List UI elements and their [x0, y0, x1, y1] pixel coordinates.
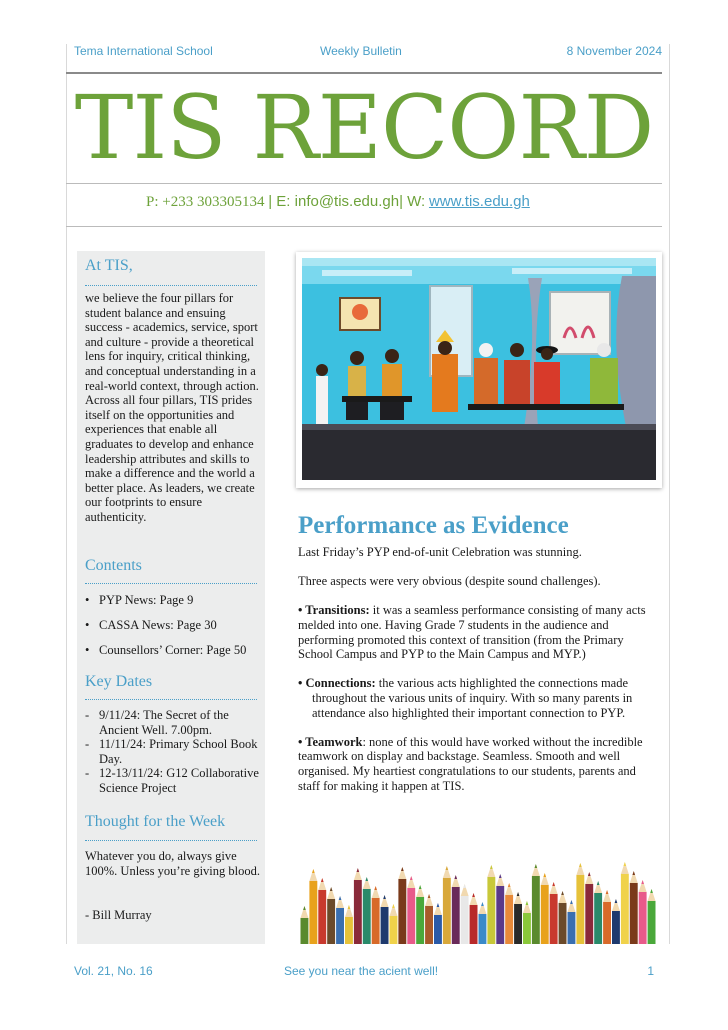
- connections-paragraph: [298, 676, 656, 720]
- header-rule: [66, 72, 662, 74]
- teamwork-text: : none of this would have worked without the incredible teamwork on display and backstage. Seamless. Smooth and well organised. My heartiest congratulations to our students, parents and staff for making it happen at TIS.: [298, 734, 643, 793]
- about-heading: At TIS,: [85, 257, 133, 274]
- thought-text: Whatever you do, always give 100%. Unless you’re giving blood.: [85, 849, 260, 878]
- contents-list: [85, 593, 261, 658]
- contact-line: [146, 193, 646, 211]
- key-dates-heading: Key Dates: [85, 673, 153, 690]
- thought-author: - Bill Murray: [85, 908, 152, 922]
- masthead-rule-bottom: [66, 226, 662, 227]
- colored-pencils-illustration: [300, 852, 656, 944]
- about-text: we believe the four pillars for student balance and ensuing success - academics, service, sport and culture - provide a theoretical lens for inquiry, critical thinking, and conceptual understanding in a real-world context, through action. Across all four pillars, TIS prides itself on the opportunities and experiences that enable all graduates to develop and enhance leadership attributes and skills to make a difference and the world a better place. As leaders, we create our footprints to ensure authenticity.: [85, 291, 259, 524]
- photo-frame: [296, 252, 662, 488]
- footer-tagline: See you near the acient well!: [284, 964, 439, 978]
- key-dates-divider: [85, 699, 257, 700]
- key-date-item: - 9/11/24: The Secret of the Ancient Well. 7.00pm.: [85, 708, 261, 737]
- teamwork-label: • Teamwork: [298, 734, 363, 749]
- thought-divider: [85, 840, 257, 841]
- thought-heading: Thought for the Week: [85, 813, 226, 830]
- connections-text: the various acts highlighted the connections made throughout the various units of inquiry. With so many parents in attendance also highlighted their important connection to PYP.: [312, 676, 633, 720]
- connections-label: • Connections:: [298, 676, 376, 691]
- about-divider: [85, 285, 257, 286]
- contact-email: | E: info@tis.edu.gh| W:: [268, 193, 426, 210]
- key-date-item: - 11/11/24: Primary School Book Day.: [85, 737, 261, 766]
- article-intro-2: Three aspects were very obvious (despite sound challenges).: [298, 574, 601, 589]
- sidebar: [77, 251, 265, 944]
- page-border-right: [669, 44, 670, 944]
- article-body: [298, 545, 656, 793]
- contents-heading: Contents: [85, 557, 142, 574]
- teamwork-paragraph: [298, 735, 656, 793]
- school-name: Tema International School: [74, 44, 213, 58]
- top-bar: [74, 44, 662, 62]
- contents-item[interactable]: • Counsellors’ Corner: Page 50: [85, 643, 261, 658]
- contact-phone: P: +233 303305134: [146, 194, 265, 210]
- article-intro: Last Friday’s PYP end-of-unit Celebration was stunning.: [298, 545, 582, 559]
- contents-item[interactable]: • CASSA News: Page 30: [85, 618, 261, 633]
- stage-performance-photo: [302, 258, 656, 480]
- key-date-item: - 12-13/11/24: G12 Collaborative Science Project: [85, 766, 261, 795]
- contents-divider: [85, 583, 257, 584]
- contents-item[interactable]: • PYP News: Page 9: [85, 593, 261, 608]
- transitions-paragraph: [298, 603, 656, 661]
- volume-number: Vol. 21, No. 16: [74, 964, 153, 978]
- website-link[interactable]: www.tis.edu.gh: [428, 193, 530, 210]
- masthead-rule-top: [66, 183, 662, 184]
- key-dates-list: [85, 708, 261, 796]
- article-title: Performance as Evidence: [298, 512, 569, 539]
- masthead-title: TIS RECORD: [74, 76, 654, 179]
- bulletin-label: Weekly Bulletin: [320, 44, 402, 58]
- page-number: 1: [647, 964, 654, 978]
- transitions-text: it was a seamless performance consisting of many acts melded into one. Having Grade 7 students in the audience and performing promoted this context of transition (from the Primary School Campus and PYP to the Main Campus and MYP.): [298, 603, 646, 662]
- issue-date: 8 November 2024: [566, 44, 662, 58]
- transitions-label: • Transitions:: [298, 603, 370, 618]
